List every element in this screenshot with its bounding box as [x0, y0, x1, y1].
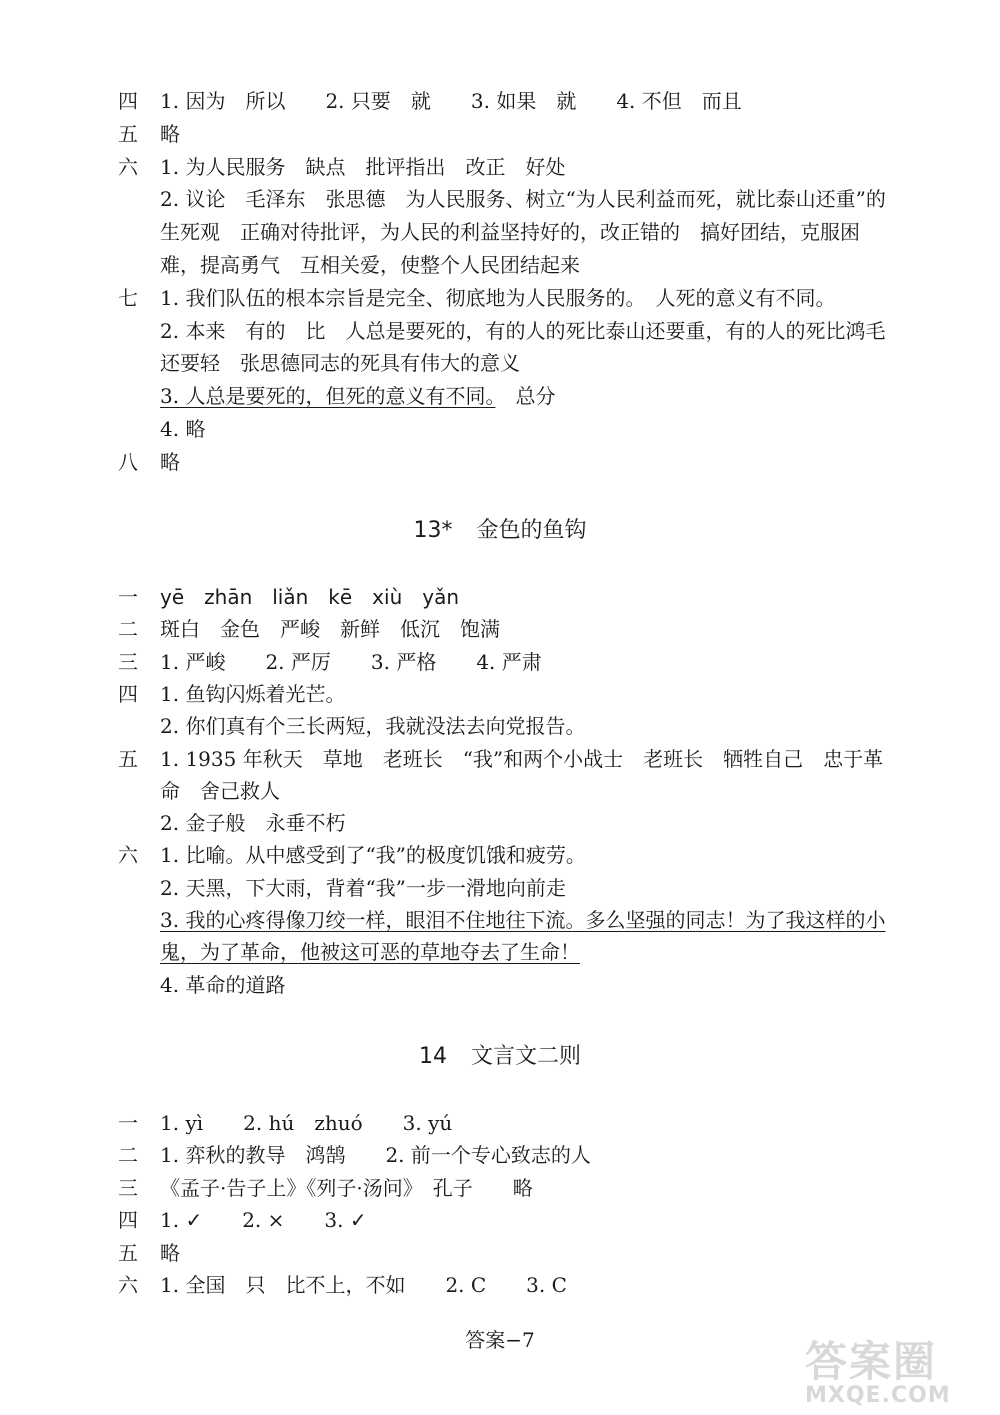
answer-text: 略 — [160, 121, 180, 146]
answer-text: 2. 天黑，下大雨，背着“我”一步一滑地向前走 — [160, 875, 566, 900]
question-number: 一 — [118, 585, 138, 609]
answer-text: 1. 全国 只 比不上，不如 2. C 3. C — [160, 1273, 567, 1297]
question-number: 一 — [118, 1111, 138, 1135]
answer-text: 1. 弈秋的教导 鸿鹄 2. 前一个专心致志的人 — [160, 1143, 591, 1168]
answer-line — [0, 678, 1000, 711]
answer-line — [0, 1269, 1000, 1302]
answer-line — [0, 839, 1000, 872]
underlined-text: 鬼，为了革命，他被这可恶的草地夺去了生命！ — [160, 940, 580, 965]
answer-line — [0, 118, 1000, 151]
answer-line — [0, 151, 1000, 184]
answer-text: 4. 略 — [160, 417, 206, 441]
answer-text: 2. 你们真有个三长两短，我就没法去向党报告。 — [160, 714, 586, 739]
answer-text: 命 舍己救人 — [160, 778, 280, 803]
answer-line — [0, 1172, 1000, 1205]
answer-line — [0, 1237, 1000, 1270]
answer-text: 1. 为人民服务 缺点 批评指出 改正 好处 — [160, 154, 566, 179]
answer-text — [160, 936, 580, 969]
watermark-top: 答案圈 — [805, 1337, 938, 1386]
answer-text: 2. 本来 有的 比 人总是要死的，有的人的死比泰山还要重，有的人的死比鸿毛 — [160, 318, 886, 343]
answer-text: 2. 议论 毛泽东 张思德 为人民服务、树立“为人民利益而死，就比泰山还重”的 — [160, 187, 886, 212]
question-number: 三 — [118, 649, 138, 674]
answer-note: 总分 — [495, 384, 556, 409]
answer-line — [0, 872, 1000, 905]
question-number: 七 — [118, 285, 138, 310]
question-number: 四 — [118, 681, 138, 706]
answer-text: 1. 1935 年秋天 草地 老班长 “我”和两个小战士 老班长 牺牲自己 忠于革 — [160, 746, 884, 771]
question-number: 四 — [118, 1208, 138, 1233]
question-number: 二 — [118, 617, 138, 642]
answer-line — [0, 282, 1000, 315]
question-number: 六 — [118, 154, 138, 179]
answer-line — [0, 249, 1000, 282]
question-number: 八 — [118, 449, 138, 474]
question-number: 五 — [118, 1240, 138, 1265]
answer-text: 1. 鱼钩闪烁着光芒。 — [160, 681, 346, 706]
question-number: 五 — [118, 121, 138, 146]
answer-line — [0, 904, 1000, 937]
question-number: 六 — [118, 1273, 138, 1297]
answer-line — [0, 1107, 1000, 1140]
underlined-text: 3. 我的心疼得像刀绞一样，眼泪不住地往下流。多么坚强的同志！为了我这样的小 — [160, 908, 886, 932]
answer-text: 略 — [160, 1240, 180, 1265]
answer-line — [0, 613, 1000, 646]
question-number: 四 — [118, 89, 138, 113]
question-number: 六 — [118, 843, 138, 868]
answer-text: 1. 严峻 2. 严厉 3. 严格 4. 严肃 — [160, 649, 542, 674]
answer-line — [0, 315, 1000, 348]
watermark-logo — [805, 1337, 985, 1410]
answer-text: 4. 革命的道路 — [160, 972, 286, 997]
underlined-text: 3. 人总是要死的，但死的意义有不同。 — [160, 384, 496, 409]
answer-text: 1. yì 2. hú zhuó 3. yú — [160, 1111, 453, 1135]
answer-line — [0, 1139, 1000, 1172]
answer-text: 生死观 正确对待批评，为人民的利益坚持好的，改正错的 搞好团结，克服困 — [160, 220, 860, 245]
answer-line — [0, 1204, 1000, 1237]
lesson-13-name: 金色的鱼钩 — [476, 518, 587, 543]
answer-line — [0, 413, 1000, 446]
answer-text: yē zhān liǎn kē xiù yǎn — [160, 585, 460, 609]
answer-text: 1. 我们队伍的根本宗旨是完全、彻底地为人民服务的。 人死的意义有不同。 — [160, 285, 836, 310]
lesson-14-number: 14 — [418, 1044, 447, 1069]
answer-line — [0, 775, 1000, 808]
page-footer: 答案−7 — [465, 1328, 535, 1352]
question-number: 二 — [118, 1143, 138, 1168]
lesson-14-name: 文言文二则 — [470, 1044, 581, 1069]
answer-line — [0, 347, 1000, 380]
question-number: 三 — [118, 1175, 138, 1200]
lesson-13-number: 13* — [413, 518, 453, 543]
answer-line — [0, 581, 1000, 614]
answer-line — [0, 446, 1000, 479]
question-number: 五 — [118, 746, 138, 771]
answer-line — [0, 183, 1000, 216]
answer-line — [0, 743, 1000, 776]
answer-text: 2. 金子般 永垂不朽 — [160, 811, 346, 836]
answer-line — [0, 85, 1000, 118]
answer-text: 斑白 金色 严峻 新鲜 低沉 饱满 — [160, 617, 500, 642]
answer-text — [160, 380, 555, 413]
lesson-13-title — [0, 511, 1000, 551]
answer-line — [0, 646, 1000, 679]
answer-line — [0, 216, 1000, 249]
answer-text: 1. 因为 所以 2. 只要 就 3. 如果 就 4. 不但 而且 — [160, 89, 742, 113]
answer-line — [0, 380, 1000, 413]
answer-line — [0, 807, 1000, 840]
answer-text — [160, 904, 885, 937]
lesson-14-title — [0, 1037, 1000, 1077]
answer-line — [0, 710, 1000, 743]
answer-text: 《孟子·告子上》《列子·汤问》 孔子 略 — [160, 1175, 533, 1200]
answer-text: 略 — [160, 449, 180, 474]
answer-text: 1. 比喻。从中感受到了“我”的极度饥饿和疲劳。 — [160, 843, 586, 868]
answer-text: 1. ✓ 2. × 3. ✓ — [160, 1208, 367, 1233]
answer-line — [0, 936, 1000, 969]
watermark-bottom: MXQE.COM — [805, 1383, 951, 1408]
answer-text: 难，提高勇气 互相关爱，使整个人民团结起来 — [160, 253, 580, 277]
answer-text: 还要轻 张思德同志的死具有伟大的意义 — [160, 351, 520, 376]
answer-line — [0, 969, 1000, 1002]
